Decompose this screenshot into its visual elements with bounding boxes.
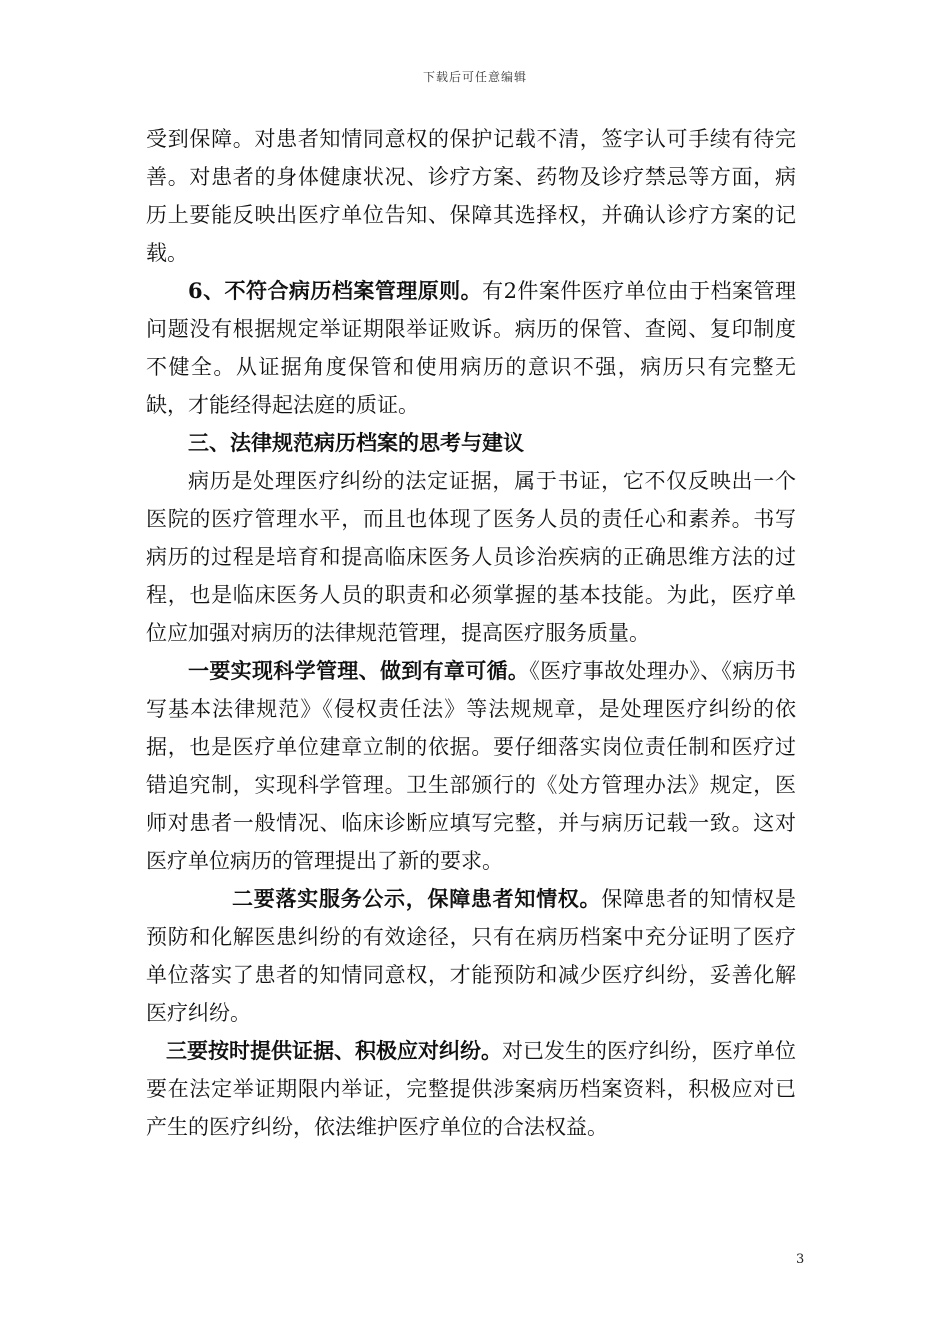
paragraph-text: 《医疗事故处理办》、《病历书写基本法律规范》《侵权责任法》等法规规章，是处理医疗纠纷的依据，也是医疗单位建章立制的依据。要仔细落实岗位责任制和医疗过错追究制，实现科学管理。卫生部颁行的《处方管理办法》规定，医师对患者一般情况、临床诊断应填写完整，并与病历记载一致。这对医疗单位病历的管理提出了新的要求。: [146, 659, 797, 873]
document-body: [146, 120, 796, 1146]
paragraph-lead: 一要实现科学管理、做到有章可循。: [188, 658, 530, 683]
page-header: 下载后可任意编辑: [422, 70, 527, 84]
paragraph-lead: 二要落实服务公示，保障患者知情权。: [232, 886, 602, 911]
paragraph-recommendation-1: [146, 652, 796, 880]
paragraph-text: 有2件案件医疗单位由于档案管理问题没有根据规定举证期限举证败诉。病历的保管、查阅、复印制度不健全。从证据角度保管和使用病历的意识不强，病历只有完整无缺，才能经得起法庭的质证。: [146, 279, 796, 417]
paragraph-continuation: [146, 120, 796, 272]
paragraph-lead: 三要按时提供证据、积极应对纠纷。: [166, 1038, 502, 1063]
paragraph-intro: [146, 462, 796, 652]
paragraph-recommendation-2: [146, 880, 796, 1032]
paragraph-recommendation-3: [146, 1032, 796, 1146]
section-heading: 三、法律规范病历档案的思考与建议: [188, 430, 524, 455]
paragraph-archive-principle: [146, 272, 796, 424]
paragraph-lead: 6、不符合病历档案管理原则。: [188, 278, 483, 303]
page-number: 3: [796, 1252, 805, 1267]
paragraph-text: 保障患者的知情权是预防和化解医患纠纷的有效途径，只有在病历档案中充分证明了医疗单位落实了患者的知情同意权，才能预防和减少医疗纠纷，妥善化解医疗纠纷。: [146, 887, 797, 1025]
paragraph-text: 受到保障。对患者知情同意权的保护记载不清，签字认可手续有待完善。对患者的身体健康状况、诊疗方案、药物及诊疗禁忌等方面，病历上要能反映出医疗单位告知、保障其选择权，并确认诊疗方案的记载。: [146, 127, 796, 265]
paragraph-text: 对已发生的医疗纠纷，医疗单位要在法定举证期限内举证，完整提供涉案病历档案资料，积极应对已产生的医疗纠纷，依法维护医疗单位的合法权益。: [146, 1039, 796, 1139]
paragraph-text: 病历是处理医疗纠纷的法定证据，属于书证，它不仅反映出一个医院的医疗管理水平，而且也体现了医务人员的责任心和素养。书写病历的过程是培育和提高临床医务人员诊治疾病的正确思维方法的过程，也是临床医务人员的职责和必须掌握的基本技能。为此，医疗单位应加强对病历的法律规范管理，提高医疗服务质量。: [146, 469, 796, 645]
